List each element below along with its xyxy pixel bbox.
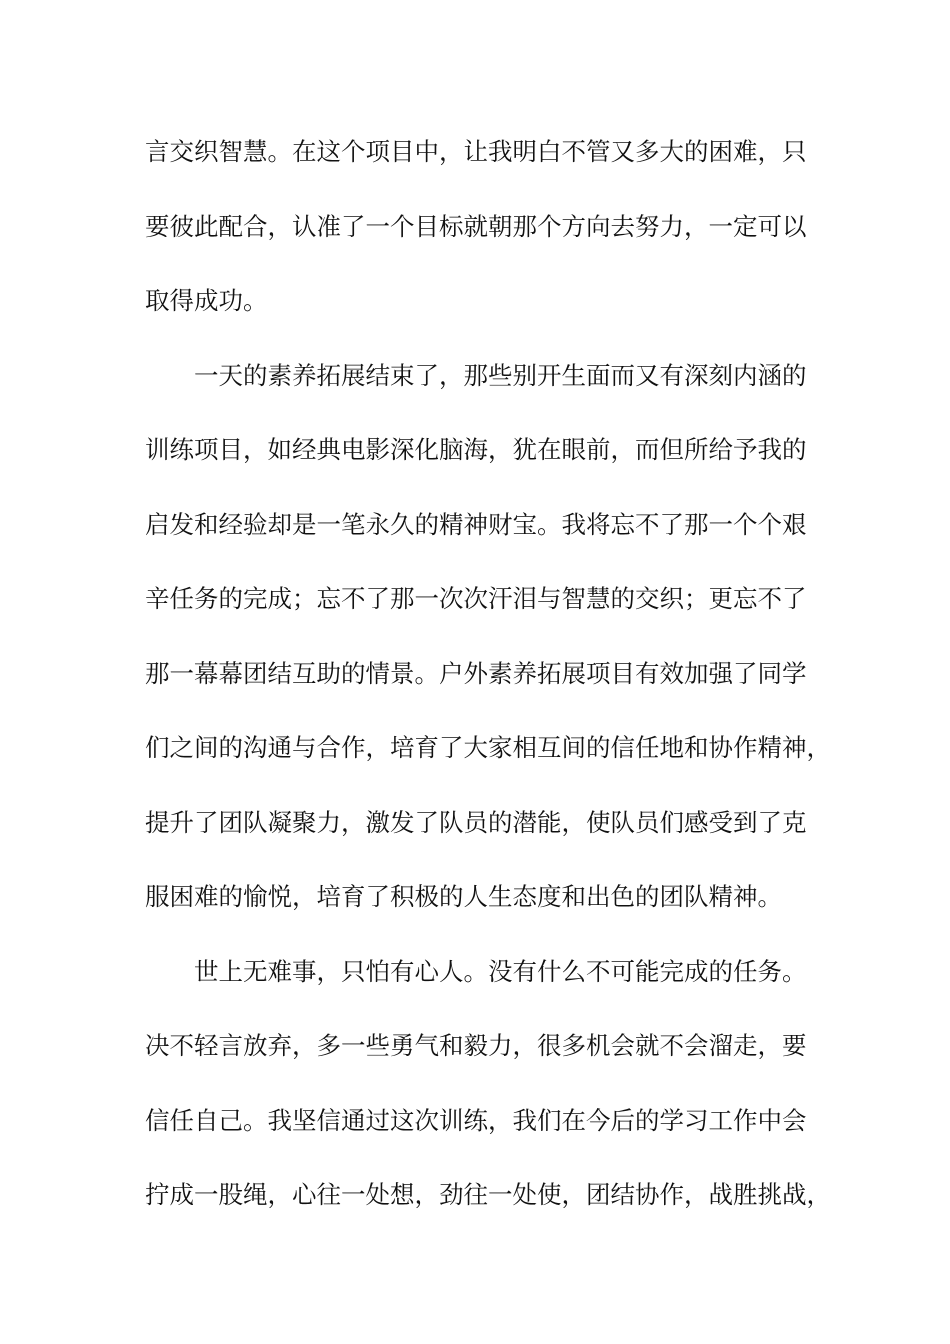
text-line: 启发和经验却是一笔永久的精神财宝。我将忘不了那一个个艰 <box>145 509 807 539</box>
paragraph-first-line: 一天的素养拓展结束了，那些别开生面而又有深刻内涵的 <box>194 360 807 390</box>
text-line: 辛任务的完成；忘不了那一次次汗泪与智慧的交织；更忘不了 <box>145 584 807 613</box>
text-line: 信任自己。我坚信通过这次训练，我们在今后的学习工作中会 <box>145 1105 807 1135</box>
text-line: 那一幕幕团结互助的情景。户外素养拓展项目有效加强了同学 <box>145 658 807 688</box>
text-line: 要彼此配合，认准了一个目标就朝那个方向去努力，一定可以 <box>145 211 807 241</box>
document-body <box>145 133 831 1214</box>
text-line: 训练项目，如经典电影深化脑海，犹在眼前，而但所给予我的 <box>145 435 807 464</box>
text-line: 服困难的愉悦，培育了积极的人生态度和出色的团队精神。 <box>145 882 782 911</box>
text-line: 决不轻言放弃，多一些勇气和毅力，很多机会就不会溜走，要 <box>145 1031 807 1060</box>
text-line: 言交织智慧。在这个项目中，让我明白不管又多大的困难，只 <box>145 137 807 166</box>
paragraph-first-line: 世上无难事，只怕有心人。没有什么不可能完成的任务。 <box>194 956 807 986</box>
text-line: 提升了团队凝聚力，激发了队员的潜能，使队员们感受到了克 <box>145 807 807 837</box>
text-line: 们之间的沟通与合作，培育了大家相互间的信任地和协作精神， <box>145 733 831 762</box>
text-line: 取得成功。 <box>145 286 268 315</box>
text-line: 拧成一股绳，心往一处想，劲往一处使，团结协作，战胜挑战， <box>145 1180 831 1209</box>
